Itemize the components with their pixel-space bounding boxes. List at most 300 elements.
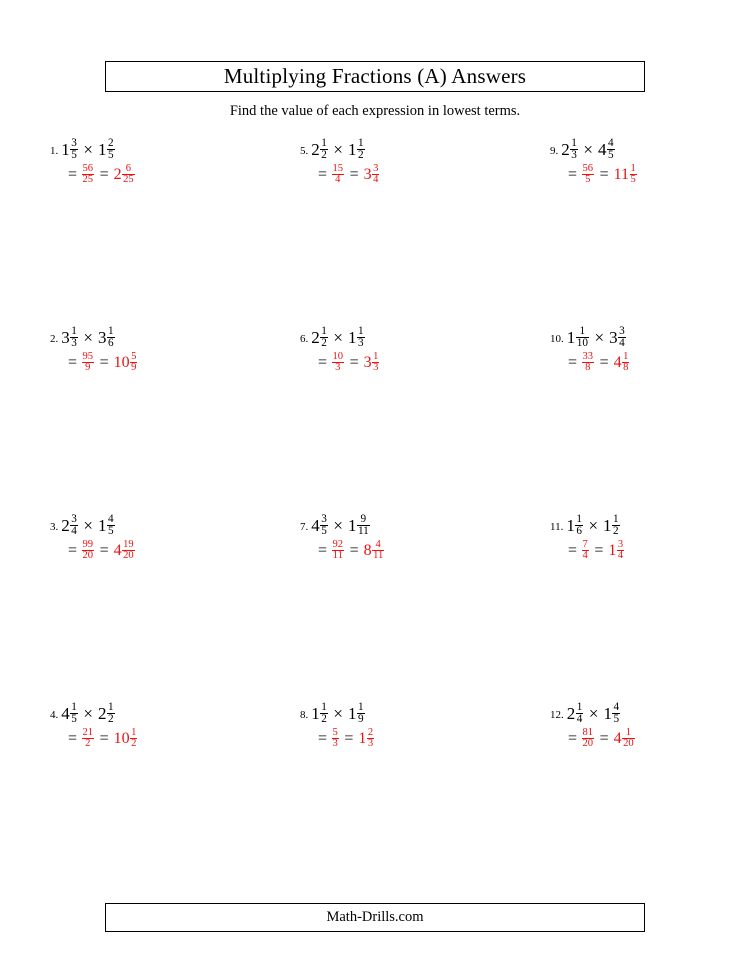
denominator: 5	[585, 174, 591, 186]
problem-number: 8.	[300, 708, 309, 721]
denominator: 6	[107, 336, 114, 349]
problem-expression	[50, 138, 115, 162]
mixed-number	[98, 326, 115, 350]
times-symbol: ×	[333, 139, 343, 159]
fraction	[357, 326, 365, 350]
numerator: 4	[372, 540, 384, 552]
mixed-number	[311, 514, 328, 538]
expression	[311, 136, 365, 161]
problem-number: 5.	[300, 144, 309, 157]
fraction	[622, 352, 629, 375]
numerator: 3	[321, 512, 327, 525]
mixed-number	[61, 326, 78, 350]
fraction	[357, 138, 365, 162]
fraction	[332, 540, 345, 563]
mixed-number	[603, 702, 620, 726]
denominator: 5	[71, 712, 77, 725]
whole-part: 3	[97, 327, 107, 347]
numerator: 1	[613, 512, 619, 525]
fraction	[122, 540, 135, 563]
whole-part: 3	[363, 166, 372, 184]
numerator: 1	[321, 700, 327, 713]
numerator: 1	[623, 350, 629, 362]
expression	[61, 512, 115, 537]
fraction	[582, 728, 595, 751]
expression	[566, 700, 621, 725]
numerator: 99	[82, 538, 94, 550]
problem-answer	[68, 352, 138, 375]
denominator: 20	[82, 550, 94, 562]
whole-part: 1	[347, 515, 357, 535]
numerator: 10	[332, 350, 344, 362]
problem-expression	[300, 326, 365, 350]
denominator: 9	[357, 712, 364, 725]
problem-cell	[250, 320, 500, 508]
problem-row	[0, 132, 750, 320]
mixed-number	[561, 138, 578, 162]
fraction	[612, 514, 620, 538]
equals-symbol-2: =	[99, 542, 109, 560]
mixed-number	[311, 702, 328, 726]
problem-cell	[500, 132, 750, 320]
denominator: 5	[71, 148, 77, 161]
mixed-number	[61, 514, 78, 538]
numerator: 15	[332, 162, 344, 174]
expression	[61, 324, 115, 349]
fraction	[618, 326, 626, 350]
denominator: 10	[576, 336, 588, 349]
problem-row	[0, 696, 750, 884]
numerator: 1	[71, 324, 77, 337]
instructions-text: Find the value of each expression in lowest terms.	[229, 103, 521, 119]
denominator: 6	[576, 524, 582, 537]
times-symbol: ×	[588, 703, 599, 723]
equals-symbol-2: =	[599, 354, 609, 372]
problem-answer	[68, 728, 138, 751]
numerator: 1	[571, 136, 577, 149]
fraction	[107, 326, 115, 350]
problem-answer	[318, 728, 375, 751]
whole-part: 1	[603, 515, 612, 535]
fraction	[332, 164, 345, 187]
numerator: 2	[107, 136, 114, 149]
equals-symbol: =	[68, 354, 78, 372]
denominator: 3	[357, 336, 364, 349]
fraction	[570, 138, 578, 162]
problem-number: 9.	[550, 144, 559, 157]
denominator: 11	[357, 524, 369, 537]
problem-cell	[250, 132, 500, 320]
equals-symbol-2: =	[99, 730, 109, 748]
fraction	[130, 728, 137, 751]
expression	[61, 700, 115, 725]
denominator: 11	[373, 550, 384, 562]
numerator: 1	[107, 324, 114, 337]
problem-grid	[0, 132, 750, 884]
whole-part: 1	[97, 139, 107, 159]
numerator: 5	[332, 726, 338, 738]
problem-number: 3.	[50, 520, 59, 533]
times-symbol: ×	[588, 515, 599, 535]
problem-answer	[318, 540, 385, 563]
whole-part: 10	[113, 354, 130, 372]
fraction	[367, 728, 374, 751]
numerator: 81	[582, 726, 594, 738]
whole-part: 1	[347, 703, 357, 723]
fraction	[70, 138, 78, 162]
mixed-number	[609, 326, 626, 350]
denominator: 4	[373, 174, 379, 186]
problem-answer	[568, 540, 625, 563]
numerator: 4	[607, 136, 614, 149]
fraction	[332, 728, 339, 751]
times-symbol: ×	[333, 327, 343, 347]
expression	[561, 136, 615, 161]
problem-expression	[300, 702, 365, 726]
problem-answer	[318, 352, 380, 375]
denominator: 4	[71, 524, 77, 537]
fraction	[70, 514, 78, 538]
whole-part: 1	[603, 703, 612, 723]
mixed-number	[567, 702, 584, 726]
whole-part: 1	[608, 542, 617, 560]
mixed-number	[114, 728, 138, 751]
mixed-number	[348, 514, 370, 538]
denominator: 8	[623, 362, 629, 374]
numerator: 1	[630, 162, 636, 174]
fraction	[70, 326, 78, 350]
denominator: 3	[332, 738, 338, 750]
numerator: 3	[71, 512, 77, 525]
mixed-number	[608, 540, 624, 563]
fraction	[607, 138, 615, 162]
times-symbol: ×	[333, 515, 343, 535]
expression	[311, 700, 365, 725]
denominator: 2	[613, 524, 619, 537]
fraction	[575, 514, 583, 538]
problem-answer	[68, 540, 135, 563]
equals-symbol: =	[68, 730, 78, 748]
mixed-number	[614, 164, 638, 187]
problem-answer	[568, 352, 630, 375]
expression	[61, 136, 115, 161]
equals-symbol: =	[68, 542, 78, 560]
footer-box	[105, 903, 645, 932]
mixed-number	[98, 514, 115, 538]
denominator: 5	[613, 712, 620, 725]
fraction	[357, 702, 365, 726]
numerator: 3	[71, 136, 77, 149]
fraction	[582, 164, 595, 187]
problem-expression	[50, 702, 115, 726]
mixed-number	[614, 352, 630, 375]
fraction	[332, 352, 345, 375]
denominator: 9	[85, 362, 91, 374]
fraction	[82, 728, 95, 751]
numerator: 5	[131, 350, 137, 362]
fraction	[130, 352, 137, 375]
mixed-number	[114, 164, 136, 187]
numerator: 1	[131, 726, 137, 738]
expression	[566, 512, 620, 537]
denominator: 25	[123, 174, 134, 186]
whole-part: 2	[311, 327, 320, 347]
expression	[311, 512, 370, 537]
problem-cell	[0, 696, 250, 884]
fraction	[617, 540, 624, 563]
denominator: 4	[582, 550, 588, 562]
denominator: 20	[123, 550, 134, 562]
fraction	[357, 514, 370, 538]
equals-symbol-2: =	[599, 166, 609, 184]
fraction	[320, 514, 328, 538]
mixed-number	[61, 138, 78, 162]
whole-part: 2	[566, 703, 576, 723]
whole-part: 4	[597, 139, 607, 159]
numerator: 56	[82, 162, 94, 174]
whole-part: 4	[61, 703, 70, 723]
fraction	[107, 138, 115, 162]
whole-part: 4	[613, 354, 622, 372]
times-symbol: ×	[583, 139, 593, 159]
whole-part: 1	[347, 327, 357, 347]
fraction	[70, 702, 78, 726]
numerator: 95	[82, 350, 94, 362]
numerator: 1	[71, 700, 77, 713]
denominator: 2	[321, 148, 327, 161]
denominator: 4	[576, 712, 583, 725]
problem-expression	[50, 514, 115, 538]
problem-answer	[568, 728, 635, 751]
denominator: 3	[571, 148, 577, 161]
footer-site-label: Math-Drills.com	[326, 909, 424, 925]
problem-answer	[68, 164, 135, 187]
whole-part: 8	[363, 542, 372, 560]
whole-part: 3	[61, 327, 70, 347]
problem-cell	[0, 132, 250, 320]
mixed-number	[614, 728, 636, 751]
numerator: 1	[107, 700, 114, 713]
whole-part: 3	[609, 327, 618, 347]
whole-part: 1	[566, 327, 576, 347]
equals-symbol-2: =	[99, 166, 109, 184]
whole-part: 4	[613, 730, 622, 748]
fraction	[622, 728, 635, 751]
title-box	[105, 61, 645, 92]
numerator: 1	[622, 728, 635, 740]
numerator: 2	[367, 726, 374, 738]
fraction	[612, 702, 620, 726]
numerator: 1	[357, 324, 364, 337]
fraction	[82, 352, 95, 375]
denominator: 5	[107, 524, 114, 537]
fraction	[320, 326, 328, 350]
denominator: 9	[131, 362, 137, 374]
numerator: 4	[613, 700, 620, 713]
denominator: 20	[582, 738, 594, 750]
fraction	[122, 164, 135, 187]
times-symbol: ×	[333, 703, 343, 723]
fraction	[320, 138, 328, 162]
whole-part: 2	[561, 139, 570, 159]
problem-number: 11.	[550, 520, 564, 533]
fraction	[82, 540, 95, 563]
problem-expression	[550, 514, 620, 538]
problem-number: 10.	[550, 332, 564, 345]
denominator: 5	[107, 148, 114, 161]
equals-symbol-2: =	[349, 354, 359, 372]
equals-symbol: =	[568, 542, 578, 560]
mixed-number	[364, 540, 385, 563]
fraction	[107, 702, 115, 726]
denominator: 4	[335, 174, 341, 186]
denominator: 3	[373, 362, 379, 374]
mixed-number	[311, 326, 328, 350]
expression	[566, 324, 626, 349]
denominator: 2	[321, 336, 327, 349]
problem-expression	[550, 138, 615, 162]
numerator: 9	[357, 514, 370, 526]
denominator: 5	[607, 148, 614, 161]
mixed-number	[98, 702, 115, 726]
problem-expression	[550, 702, 621, 726]
whole-part: 2	[97, 703, 107, 723]
times-symbol: ×	[83, 139, 93, 159]
whole-part: 4	[113, 542, 122, 560]
whole-part: 11	[613, 166, 630, 184]
numerator: 1	[576, 326, 589, 338]
equals-symbol: =	[318, 730, 328, 748]
problem-cell	[0, 320, 250, 508]
times-symbol: ×	[83, 327, 93, 347]
fraction	[582, 540, 589, 563]
numerator: 6	[122, 164, 135, 176]
problem-row	[0, 320, 750, 508]
mixed-number	[566, 514, 583, 538]
denominator: 20	[623, 738, 634, 750]
numerator: 1	[576, 700, 583, 713]
expression	[311, 324, 365, 349]
whole-part: 2	[311, 139, 320, 159]
mixed-number	[348, 138, 365, 162]
equals-symbol-2: =	[344, 730, 354, 748]
denominator: 11	[332, 550, 343, 562]
equals-symbol: =	[318, 542, 328, 560]
mixed-number	[348, 702, 365, 726]
problem-expression	[300, 138, 365, 162]
problem-expression	[550, 326, 626, 350]
whole-part: 4	[311, 515, 320, 535]
denominator: 25	[82, 174, 94, 186]
numerator: 19	[123, 538, 134, 550]
times-symbol: ×	[594, 327, 605, 347]
mixed-number	[311, 138, 328, 162]
equals-symbol-2: =	[99, 354, 109, 372]
fraction	[107, 514, 115, 538]
problem-cell	[0, 508, 250, 696]
numerator: 1	[321, 324, 327, 337]
whole-part: 1	[97, 515, 107, 535]
whole-part: 3	[363, 354, 372, 372]
problem-number: 7.	[300, 520, 309, 533]
times-symbol: ×	[83, 703, 93, 723]
numerator: 4	[107, 512, 114, 525]
mixed-number	[114, 540, 136, 563]
problem-answer	[568, 164, 637, 187]
equals-symbol: =	[318, 354, 328, 372]
denominator: 2	[107, 712, 114, 725]
whole-part: 1	[61, 139, 70, 159]
mixed-number	[358, 728, 374, 751]
mixed-number	[364, 164, 380, 187]
page-title: Multiplying Fractions (A) Answers	[223, 64, 527, 88]
fraction	[372, 352, 379, 375]
numerator: 1	[373, 350, 379, 362]
numerator: 21	[82, 726, 94, 738]
denominator: 8	[585, 362, 591, 374]
denominator: 2	[321, 712, 327, 725]
equals-symbol: =	[68, 166, 78, 184]
problem-cell	[250, 508, 500, 696]
problem-row	[0, 508, 750, 696]
equals-symbol-2: =	[349, 166, 359, 184]
fraction	[582, 352, 595, 375]
mixed-number	[603, 514, 620, 538]
problem-cell	[500, 696, 750, 884]
equals-symbol-2: =	[594, 542, 604, 560]
mixed-number	[598, 138, 615, 162]
denominator: 3	[367, 738, 374, 750]
problem-cell	[250, 696, 500, 884]
fraction	[576, 702, 584, 726]
denominator: 3	[335, 362, 341, 374]
whole-part: 1	[358, 730, 367, 748]
whole-part: 10	[113, 730, 130, 748]
problem-number: 6.	[300, 332, 309, 345]
denominator: 2	[357, 148, 364, 161]
whole-part: 1	[311, 703, 320, 723]
numerator: 3	[619, 324, 625, 337]
problem-answer	[318, 164, 380, 187]
equals-symbol-2: =	[349, 542, 359, 560]
equals-symbol: =	[568, 354, 578, 372]
mixed-number	[114, 352, 138, 375]
problem-number: 12.	[550, 708, 564, 721]
equals-symbol: =	[318, 166, 328, 184]
fraction	[576, 326, 589, 350]
denominator: 4	[619, 336, 625, 349]
numerator: 1	[576, 512, 582, 525]
numerator: 33	[582, 350, 594, 362]
whole-part: 2	[61, 515, 70, 535]
fraction	[372, 540, 384, 563]
mixed-number	[98, 138, 115, 162]
fraction	[82, 164, 95, 187]
problem-cell	[500, 320, 750, 508]
whole-part: 1	[566, 515, 575, 535]
equals-symbol: =	[568, 730, 578, 748]
numerator: 1	[321, 136, 327, 149]
numerator: 3	[373, 162, 379, 174]
whole-part: 2	[113, 166, 122, 184]
equals-symbol-2: =	[599, 730, 609, 748]
mixed-number	[567, 326, 590, 350]
mixed-number	[348, 326, 365, 350]
numerator: 56	[582, 162, 594, 174]
numerator: 7	[582, 538, 588, 550]
problem-number: 1.	[50, 144, 59, 157]
fraction	[630, 164, 637, 187]
